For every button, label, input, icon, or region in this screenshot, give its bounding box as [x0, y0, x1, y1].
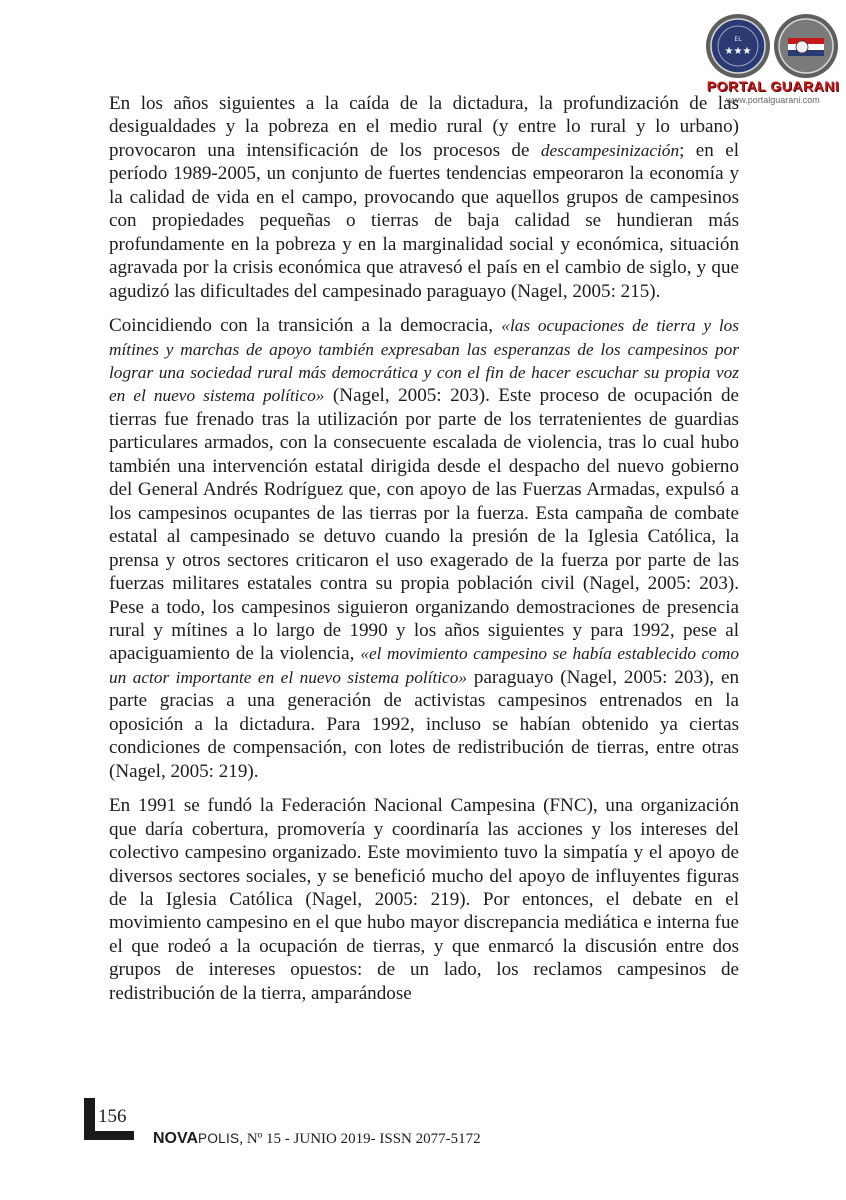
journal-name-bold: NOVA — [153, 1130, 199, 1147]
paragraph-2-quote-2: «el movimiento campesino se había establecido como un actor importante en el nuevo sistema político» — [109, 644, 739, 687]
paragraph-2-text-a: Coincidiendo con la transición a la democracia, — [109, 315, 502, 337]
paragraph-1 — [109, 92, 739, 303]
paragraph-2 — [109, 314, 739, 783]
paragraph-1-text-a: En los años siguientes a la caída de la dictadura, la profundización de las desigualdades y la pobreza en el medio rural (y entre lo rural y lo urbano) provocaron una intensificación de los procesos de — [109, 93, 739, 161]
seal-right-icon — [772, 12, 840, 80]
paragraph-2-quote-1: «las ocupaciones de tierra y los mítines y marchas de apoyo también expresaban las esperanzas de los campesinos por lograr una sociedad rural más democrática y con el fin de hacer escuchar su propia voz en el nuevo sistema político» — [109, 316, 739, 406]
paragraph-3 — [109, 794, 739, 1005]
paragraph-1-text-b: ; en el período 1989-2005, un conjunto de fuertes tendencias empeoraron la economía y la calidad de vida en el campo, provocando que aquellos grupos de campesinos con propiedades pequeñas o tierras de baja calidad se hundieran más profundamente en la pobreza y en la marginalidad social y económica, situación agravada por la crisis económica que atravesó el país en el cambio de siglo, y que agudizó las dificultades del campesinado paraguayo (Nagel, 2005: 215). — [109, 139, 740, 302]
journal-info — [153, 1130, 481, 1148]
paragraph-2-text-c: paraguayo (Nagel, 2005: 203), en parte gracias a una generación de activistas campesinos entrenados en la oposición a la dictadura. Para 1992, incluso se habían obtenido ya ciertas condiciones de compensación, con lotes de redistribución de tierras, entre otras (Nagel, 2005: 219). — [109, 666, 739, 782]
paragraph-2-text-b: (Nagel, 2005: 203). Este proceso de ocupación de tierras fue frenado tras la utilización por parte de los terratenientes de guardias particulares armados, con la consecuente escalada de violencia, tras lo cual hubo también una intervención estatal dirigida desde el despacho del nuevo gobierno del General Andrés Rodríguez que, con apoyo de las Fuerzas Armadas, expulsó a los campesinos ocupantes de las tierras por la fuerza. Esta campaña de combate estatal al campesinado se detuvo cuando la presión de la Iglesia Católica, la prensa y otros sectores criticaron el uso exagerado de la fuerza por parte de las fuerzas militares estatales contra su propia población civil (Nagel, 2005: 203). Pese a todo, los campesinos siguieron organizando demostraciones de presencia rural y mítines a lo largo de 1990 y los años siguientes y para 1992, pese al apaciguamiento de la violencia, — [109, 385, 740, 665]
article-body — [109, 92, 739, 1016]
paragraph-1-italic: descampesinización — [540, 140, 680, 160]
portal-brand-text: PORTAL GUARANI — [706, 78, 840, 94]
svg-text:EL: EL — [734, 36, 742, 43]
paragraph-3-text: En 1991 se fundó la Federación Nacional Campesina (FNC), una organización que daría cobertura, promovería y coordinaría las acciones y los intereses del colectivo campesino organizado. Este movimiento tuvo la simpatía y el apoyo de diversos sectores sociales, y se benefició mucho del apoyo de influyentes figuras de la Iglesia Católica (Nagel, 2005: 219). Por entonces, el debate en el movimiento campesino en el que hubo mayor discrepancia mediática e interna fue el que rodeó a la ocupación de tierras, y que enmarcó la discusión entre dos grupos de intereses opuestos: de un lado, los reclamos campesinos de redistribución de la tierra, amparándose — [109, 795, 739, 1004]
seal-left-icon — [704, 12, 772, 80]
svg-text:★★★: ★★★ — [724, 46, 752, 57]
portal-url[interactable]: www.portalguarani.com — [726, 95, 820, 105]
issue-info: , Nº 15 - JUNIO 2019- ISSN 2077-5172 — [239, 1131, 481, 1147]
journal-name-rest: POLIS — [198, 1131, 240, 1146]
page-number: 156 — [98, 1106, 127, 1127]
